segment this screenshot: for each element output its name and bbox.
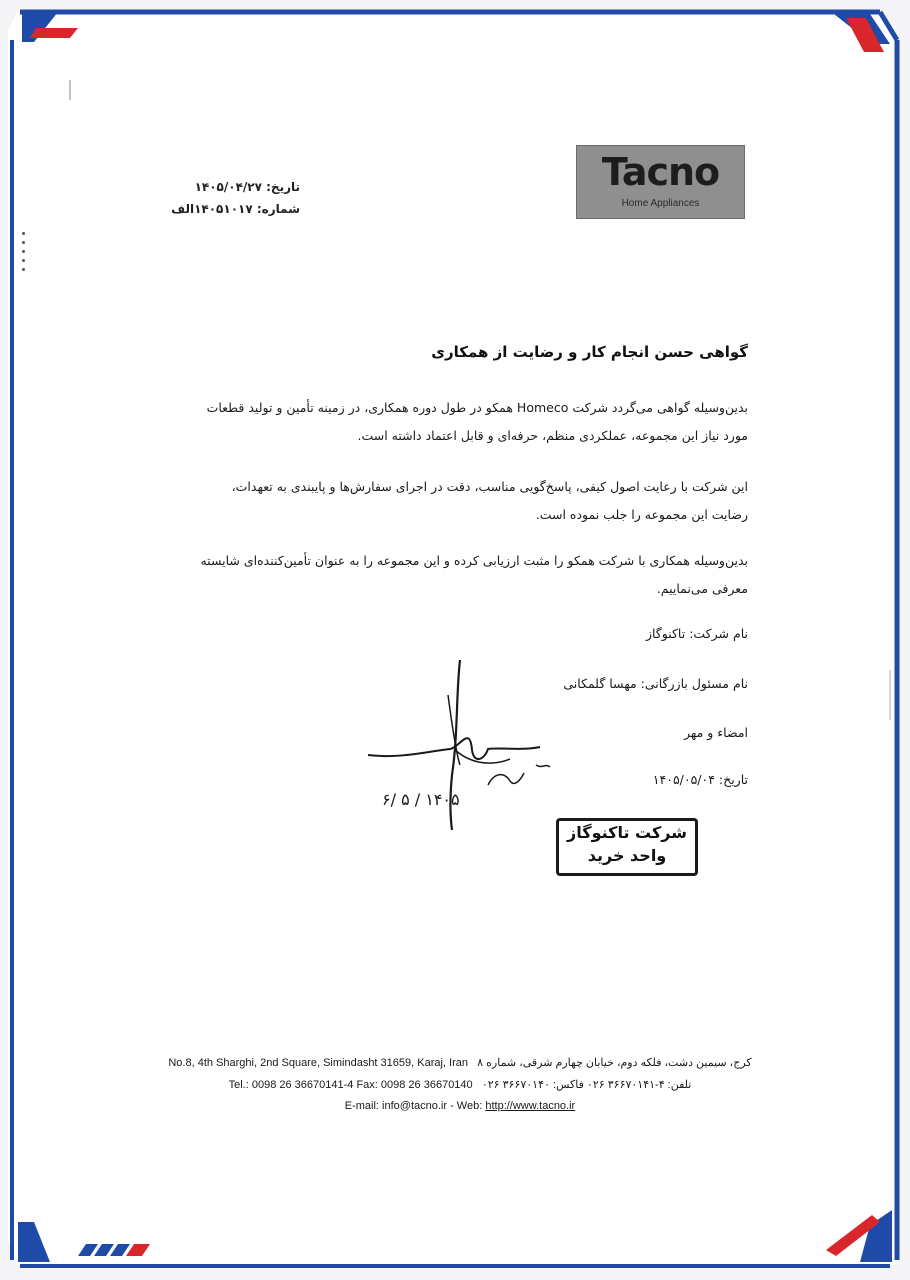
handwritten-signature bbox=[360, 655, 560, 845]
footer-email: E-mail: info@tacno.ir - Web: bbox=[344, 1100, 483, 1112]
company-name: نام شرکت: تاکنوگاز bbox=[645, 626, 748, 641]
commercial-manager: نام مسئول بازرگانی: مهسا گلمکانی bbox=[563, 676, 748, 691]
tacno-logo bbox=[576, 145, 745, 219]
letter-title: گواهی حسن انجام کار و رضایت از همکاری bbox=[431, 343, 748, 361]
logo-tagline: Home Appliances bbox=[621, 198, 700, 209]
body-paragraph-1: بدین‌وسیله گواهی می‌گردد شرکت Homeco همکو در طول دوره همکاری، در زمینه تأمین و تولید قطعات مورد نیاز این مجموعه، عملکردی منظم، حرفه‌ای و قابل اعتماد داشته است. bbox=[206, 400, 748, 443]
stamp-line-1: شرکت تاکنوگاز bbox=[567, 823, 687, 842]
footer-website-link[interactable]: http://www.tacno.ir bbox=[485, 1100, 576, 1112]
footer-tel-fa: تلفن: ۴-۳۶۶۷۰۱۴۱ ۰۲۶ فاکس: ۳۶۶۷۰۱۴۰ ۰۲۶ bbox=[481, 1079, 692, 1091]
footer-address bbox=[160, 1056, 760, 1069]
logo-wordmark: Tacno bbox=[601, 150, 720, 194]
footer-contact bbox=[160, 1100, 760, 1112]
stamp-line-2: واحد خرید bbox=[587, 846, 667, 865]
company-stamp bbox=[556, 818, 698, 876]
handwritten-date: ۶/ ۵ / ۱۴۰۵ bbox=[382, 790, 460, 809]
footer-phone bbox=[160, 1078, 760, 1091]
footer-tel-en: Tel.: 0098 26 36670141-4 Fax: 0098 26 36670140 bbox=[228, 1079, 473, 1091]
sign-date: تاریخ: ۱۴۰۵/۰۵/۰۴ bbox=[652, 772, 748, 787]
signature-label: امضاء و مهر bbox=[683, 725, 748, 740]
body-paragraph-3: بدین‌وسیله همکاری با شرکت همکو را مثبت ارزیابی کرده و این مجموعه را به عنوان تأمین‌کننده‌ای شایسته معرفی می‌نماییم. bbox=[200, 553, 748, 596]
letter-date: تاریخ: ۱۴۰۵/۰۴/۲۷ bbox=[194, 180, 300, 194]
footer-address-fa: کرج، سیمین دشت، فلکه دوم، خیابان چهارم شرقی، شماره ۸ bbox=[477, 1057, 752, 1069]
footer-address-en: No.8, 4th Sharghi, 2nd Square, Simindasht 31659, Karaj, Iran bbox=[168, 1057, 468, 1069]
letter-meta bbox=[170, 176, 300, 220]
letter-number: شماره: ۱۴۰۵۱۰۱۷الف bbox=[171, 202, 300, 216]
body-paragraph-2: این شرکت با رعایت اصول کیفی، پاسخ‌گویی مناسب، دقت در اجرای سفارش‌ها و پایبندی به تعهدات، رضایت این مجموعه را جلب نموده است. bbox=[231, 479, 748, 522]
margin-marks bbox=[22, 232, 26, 277]
